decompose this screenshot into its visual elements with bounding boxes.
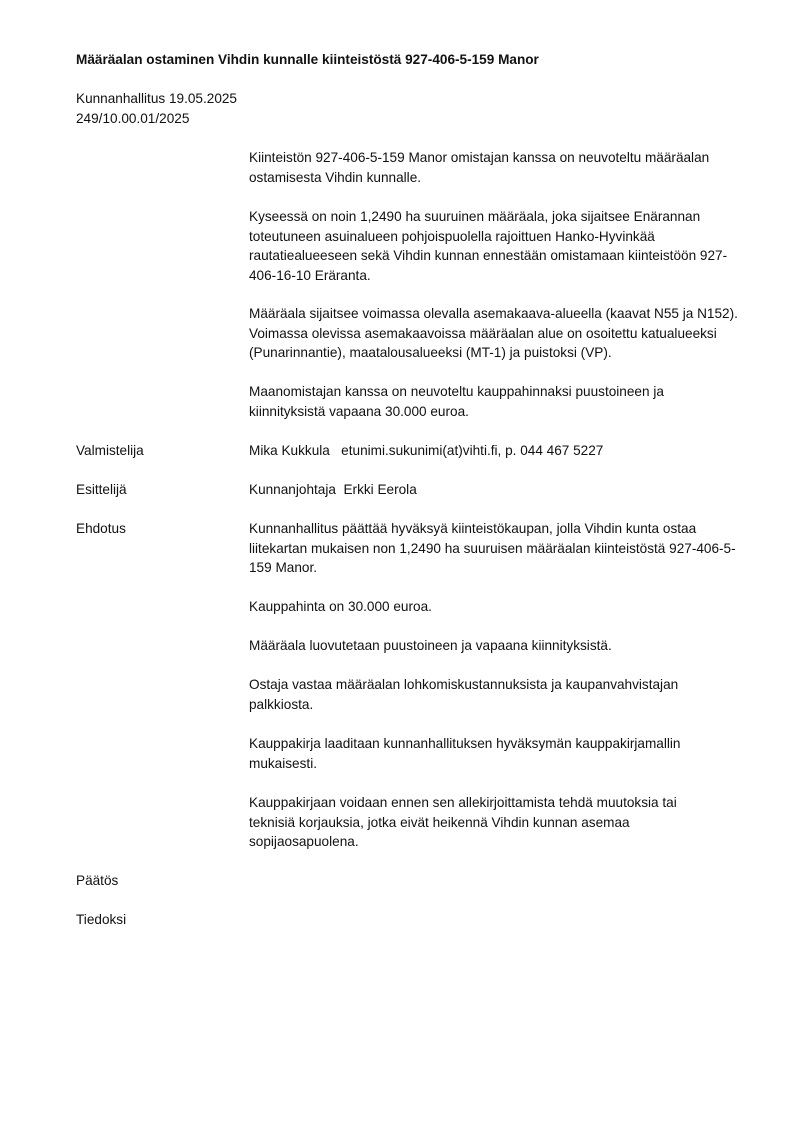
info-label: Tiedoksi — [76, 912, 127, 927]
decision-label: Päätös — [76, 873, 119, 888]
meeting-name: Kunnanhallitus 19.05.2025 — [76, 91, 237, 106]
body-paragraph: Maanomistajan kanssa on neuvoteltu kauppahinnaksi puustoineen ja kiinnityksistä vapaana 30.000 euroa. — [249, 384, 664, 419]
preparer-value: Mika Kukkula etunimi.sukunimi(at)vihti.fi, p. 044 467 5227 — [249, 443, 604, 458]
proposal-label: Ehdotus — [76, 521, 126, 536]
reference-number: 249/10.00.01/2025 — [76, 110, 190, 126]
proposal-paragraph: Kauppahinta on 30.000 euroa. — [249, 599, 432, 614]
proposal-paragraph: Ostaja vastaa määräalan lohkomiskustannuksista ja kaupanvahvistajan palkkiosta. — [249, 677, 679, 712]
body-paragraph: Kyseessä on noin 1,2490 ha suuruinen määräala, joka sijaitsee Enärannan toteutuneen asuinalueen pohjoispuolella rajoittuen Hanko-Hyvinkää rautatiealueeseen sekä Vihdin kunnan ennestään omistamaan kiinteistöön 927-406-16-10 Eräranta. — [249, 209, 728, 283]
proposal-paragraph: Kauppakirja laaditaan kunnanhallituksen hyväksymän kauppakirjamallin mukaisesti. — [249, 736, 681, 771]
body-paragraph: Määräala sijaitsee voimassa olevalla asemakaava-alueella (kaavat N55 ja N152). Voimassa olevissa asemakaavoissa määräalan alue on osoitettu katualueeksi (Punarinnantie), maatalousalueeksi (MT-1) ja puistoksi (VP). — [249, 306, 738, 360]
preparer-label: Valmistelija — [76, 443, 144, 458]
presenter-value: Kunnanjohtaja Erkki Eerola — [249, 482, 417, 497]
document-title: Määräalan ostaminen Vihdin kunnalle kiinteistöstä 927-406-5-159 Manor — [76, 52, 539, 67]
presenter-label: Esittelijä — [76, 482, 127, 497]
proposal-paragraph: Määräala luovutetaan puustoineen ja vapaana kiinnityksistä. — [249, 638, 612, 653]
proposal-paragraph: Kunnanhallitus päättää hyväksyä kiinteistökaupan, jolla Vihdin kunta ostaa liitekartan mukaisen non 1,2490 ha suuruisen määräalan kiinteistöstä 927-406-5-159 Manor. — [249, 521, 736, 575]
meeting-info — [76, 89, 237, 128]
proposal-paragraph: Kauppakirjaan voidaan ennen sen allekirjoittamista tehdä muutoksia tai teknisiä korjauksia, jotka eivät heikennä Vihdin kunnan asemaa sopijaosapuolena. — [249, 795, 677, 849]
body-paragraph: Kiinteistön 927-406-5-159 Manor omistajan kanssa on neuvoteltu määräalan ostamisesta Vihdin kunnalle. — [249, 150, 710, 185]
